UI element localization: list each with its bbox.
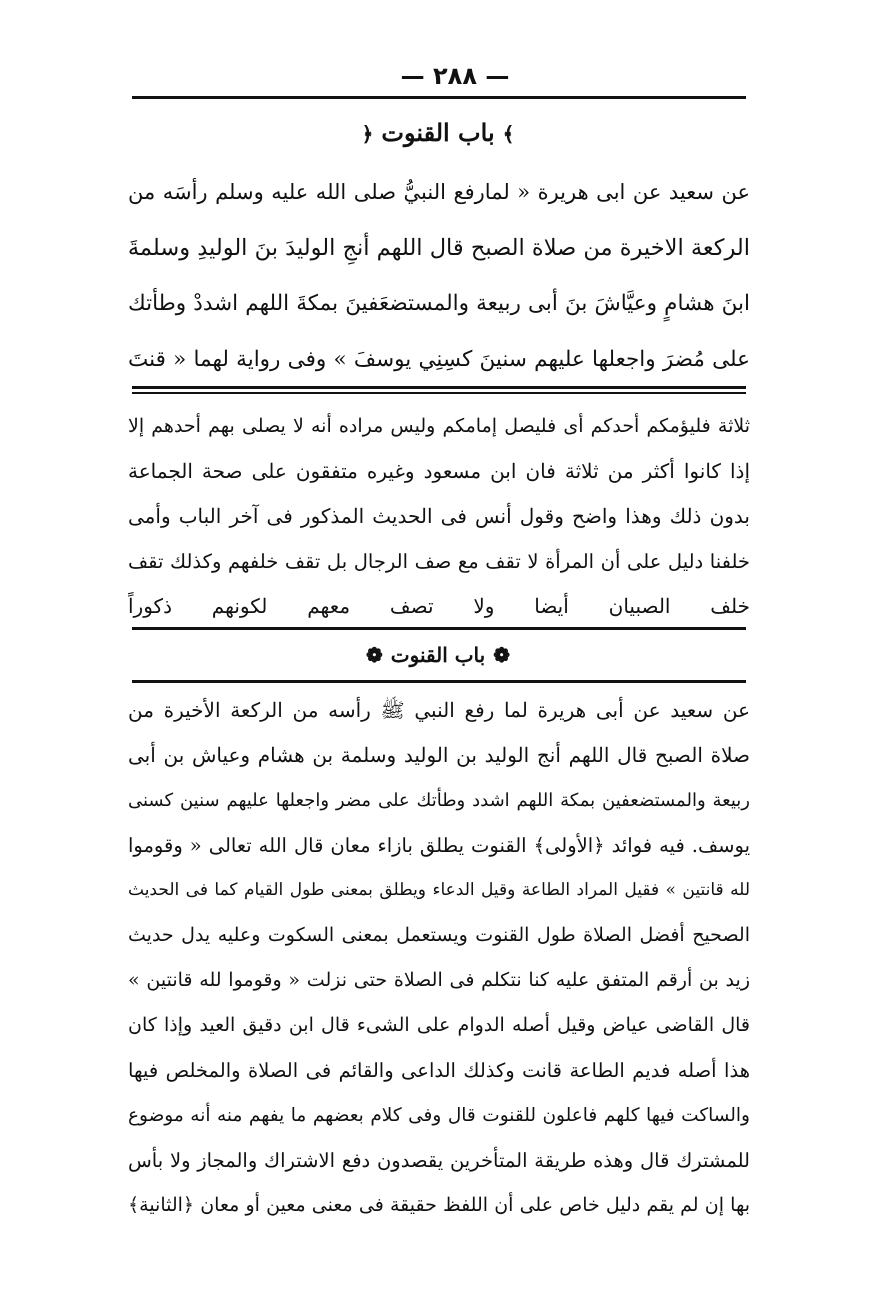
ornament-right-icon: ❁ bbox=[366, 643, 383, 667]
commentary-line: بدون ذلك وهذا واضح وقول أنس فى الحديث المذكور فى آخر الباب وأمى bbox=[128, 504, 750, 528]
commentary-line: إذا كانوا أكثر من ثلاثة فان ابن مسعود وغيره متفقون على صحة الجماعة bbox=[128, 459, 750, 483]
commentary-line: ثلاثة فليؤمكم أحدكم أى فليصل إمامكم وليس مراده أنه لا يصلى بهم أحدهم إلا bbox=[128, 415, 750, 437]
hadith-line: عن سعيد عن ابى هريرة « لمارفع النبيُّ صلى الله عليه وسلم رأسَه من bbox=[128, 180, 750, 204]
commentary-line: والساكت فيها كلهم فاعلون للقنوت قال وفى كلام بعضهم ما يفهم منه أنه موضوع bbox=[128, 1105, 750, 1126]
hadith-line: على مُضرَ واجعلها عليهم سنينَ كسِنِي يوسفَ » وفى رواية لهما « قنتَ bbox=[128, 347, 750, 372]
section-heading-1-text: باب القنوت bbox=[381, 118, 495, 147]
divider-rule-2 bbox=[132, 627, 746, 630]
commentary-line: هذا أصله فديم الطاعة قانت وكذلك الداعى والقائم فى الصلاة والمخلص فيها bbox=[128, 1059, 750, 1082]
commentary-line: خلفنا دليل على أن المرأة لا تقف مع صف الرجال بل تقف خلفهم وكذلك تقف bbox=[128, 550, 750, 573]
commentary-line: بها إن لم يقم دليل خاص على أن اللفظ حقيقة فى معنى معين أو معان ﴿الثانية﴾ bbox=[128, 1194, 750, 1216]
page-number: — ٢٨٨ — bbox=[400, 62, 510, 90]
commentary-line: يوسف. فيه فوائد ﴿الأولى﴾ القنوت يطلق بازاء معان قال الله تعالى « وقوموا bbox=[128, 834, 750, 857]
section-heading-2-text: باب القنوت bbox=[390, 643, 486, 667]
divider-rule-thin bbox=[132, 392, 746, 394]
commentary-line: لله قانتين » فقيل المراد الطاعة وقيل الدعاء ويطلق بمعنى طول القيام كما فى الحديث bbox=[128, 880, 750, 900]
hadith-line: ابنَ هشامٍ وعيَّاشَ بنَ أبى ربيعة والمستضعَفينَ بمكةَ اللهم اشددْ وطأتك bbox=[128, 291, 750, 316]
header-rule bbox=[132, 96, 746, 99]
commentary-line: للمشترك قال وهذه طريقة المتأخرين يقصدون دفع الاشتراك والمجاز ولا بأس bbox=[128, 1149, 750, 1172]
commentary-line: زيد بن أرقم المتفق عليه كنا نتكلم فى الصلاة حتى نزلت « وقوموا لله قانتين » bbox=[128, 969, 750, 991]
ornament-left-icon: ﴾ bbox=[502, 122, 515, 146]
commentary-text-2 bbox=[128, 688, 750, 1228]
hadith-text bbox=[128, 164, 750, 388]
hadith-line: الركعة الاخيرة من صلاة الصبح قال اللهم أنجِ الوليدَ بنَ الوليدِ وسلمةَ bbox=[128, 235, 750, 261]
commentary-line: عن سعيد عن أبى هريرة لما رفع النبي ﷺ رأسه من الركعة الأخيرة من bbox=[128, 698, 750, 722]
section-heading-2 bbox=[300, 640, 576, 670]
commentary-line: الصحيح أفضل الصلاة طول القنوت ويستعمل بمعنى السكوت وعليه يدل حديث bbox=[128, 924, 750, 946]
commentary-line: خلف الصبيان أيضا ولا تصف معهم لكونهم ذكوراً bbox=[128, 594, 750, 618]
commentary-text-1 bbox=[128, 404, 750, 629]
commentary-line: صلاة الصبح قال اللهم أنج الوليد بن الوليد وسلمة بن هشام وعياش بن أبى bbox=[128, 743, 750, 767]
commentary-line: ربيعة والمستضعفين بمكة اللهم اشدد وطأتك على مضر واجعلها عليهم سنين كسنى bbox=[128, 790, 750, 811]
ornament-left-icon: ❁ bbox=[493, 643, 510, 667]
commentary-line: قال القاضى عياض وقيل أصله الدوام على الشىء قال ابن دقيق العيد وإذا كان bbox=[128, 1014, 750, 1036]
divider-rule-3 bbox=[132, 680, 746, 683]
divider-rule bbox=[132, 386, 746, 389]
ornament-right-icon: ﴿ bbox=[361, 122, 374, 146]
section-heading-1 bbox=[300, 114, 576, 152]
